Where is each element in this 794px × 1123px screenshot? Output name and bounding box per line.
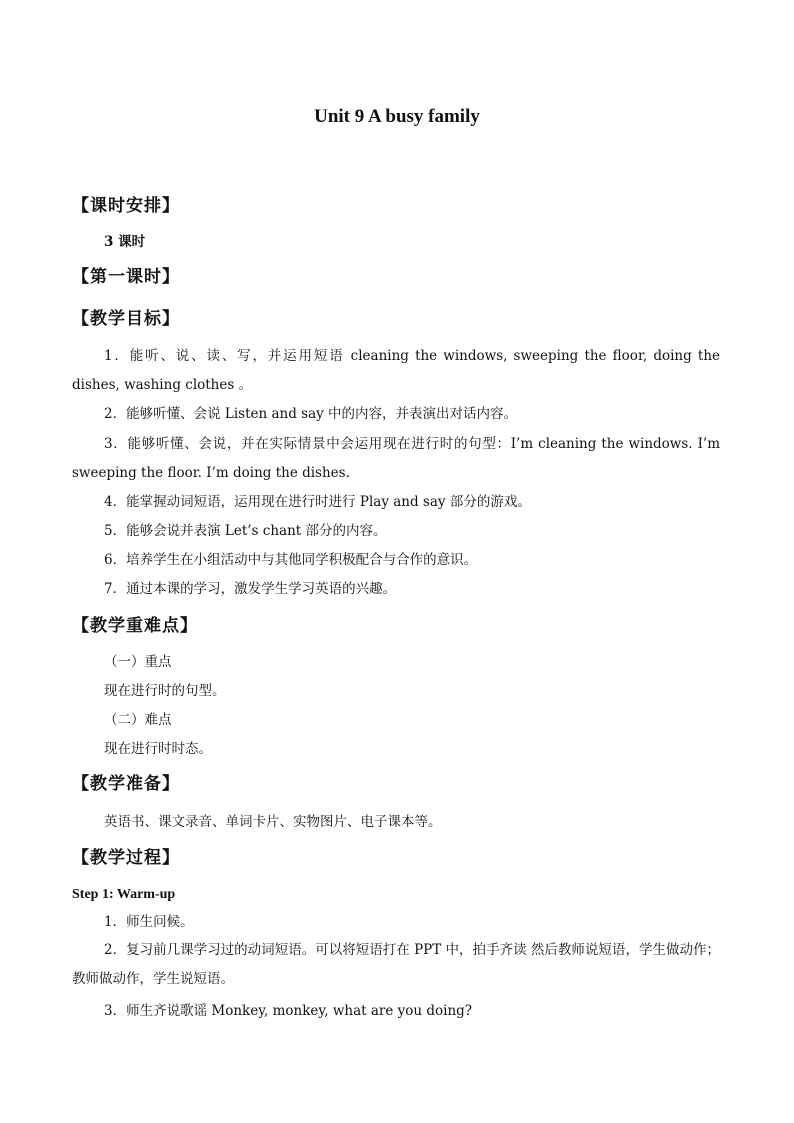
objective-item-2: 2．能够听懂、会说 Listen and say 中的内容，并表演出对话内容。 xyxy=(104,406,518,422)
objective-item-3: 3．能够听懂、会说，并在实际情景中会运用现在进行时的句型：I’m cleaning the windows. I’m sweeping the floor. I’m doing the dishes. xyxy=(72,436,720,481)
objective-item-4: 4．能掌握动词短语，运用现在进行时进行 Play and say 部分的游戏。 xyxy=(104,494,531,510)
schedule-content: 3 课时 xyxy=(104,234,146,250)
process-item-3: 3．师生齐说歌谣 Monkey, monkey, what are you doing? xyxy=(104,1003,473,1019)
key-point-content: 现在进行时的句型。 xyxy=(104,683,226,699)
objective-item-7: 7．通过本课的学习，激发学生学习英语的兴趣。 xyxy=(104,581,397,597)
objective-item-6: 6．培养学生在小组活动中与其他同学积极配合与合作的意识。 xyxy=(104,552,478,568)
schedule-heading: 【课时安排】 xyxy=(72,196,180,216)
objectives-heading: 【教学目标】 xyxy=(72,309,180,329)
process-item-1: 1．师生问候。 xyxy=(104,914,194,930)
process-item-2: 2．复习前几课学习过的动词短语。可以将短语打在 PPT 中，拍手齐读 然后教师说短语，学生做动作；教师做动作，学生说短语。 xyxy=(72,942,720,987)
key-point-label: （一）重点 xyxy=(104,654,172,670)
difficulty-label: （二）难点 xyxy=(104,712,172,728)
objective-item-1: 1．能听、说、读、写，并运用短语 cleaning the windows, sweeping the floor, doing the dishes, washing clothes 。 xyxy=(72,348,720,393)
difficulty-content: 现在进行时时态。 xyxy=(104,741,212,757)
lesson1-heading: 【第一课时】 xyxy=(72,267,180,287)
objective-item-5: 5．能够会说并表演 Let’s chant 部分的内容。 xyxy=(104,523,387,539)
key-points-heading: 【教学重难点】 xyxy=(72,616,198,636)
preparation-content: 英语书、课文录音、单词卡片、实物图片、电子课本等。 xyxy=(104,814,442,830)
document-title: Unit 9 A busy family xyxy=(314,106,480,127)
step1-title: Step 1: Warm-up xyxy=(72,887,176,902)
process-heading: 【教学过程】 xyxy=(72,848,180,868)
preparation-heading: 【教学准备】 xyxy=(72,774,180,794)
